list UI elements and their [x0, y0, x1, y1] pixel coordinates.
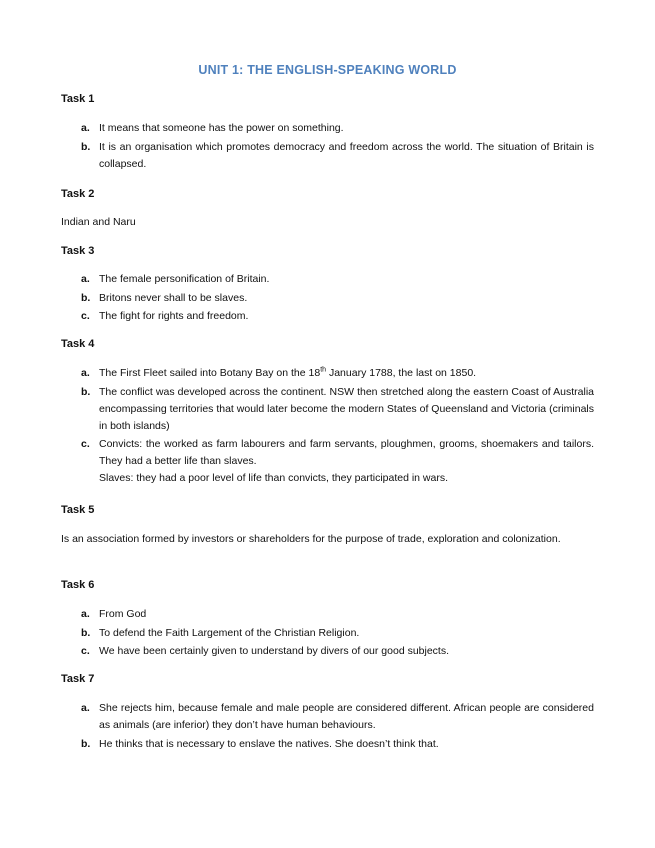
- list-item: [61, 271, 594, 288]
- list-item: [61, 384, 594, 435]
- list-item: [61, 290, 594, 307]
- list-item: [61, 365, 594, 382]
- list-item: [61, 606, 594, 623]
- list-item-text-before: The First Fleet sailed into Botany Bay on the 18: [99, 367, 321, 379]
- list-item: [61, 643, 594, 660]
- page-title: UNIT 1: THE ENGLISH-SPEAKING WORLD: [198, 63, 457, 77]
- list-item: [61, 436, 594, 487]
- list-item-text: We have been certainly given to understand by divers of our good subjects.: [99, 645, 450, 657]
- list-item-text: It means that someone has the power on something.: [99, 122, 344, 134]
- list-item-text: To defend the Faith Largement of the Christian Religion.: [99, 626, 360, 639]
- list-item: [61, 139, 594, 173]
- list-item-text: Britons never shall to be slaves.: [99, 291, 248, 304]
- task-1-list: [61, 120, 594, 174]
- task-2-answer: Indian and Naru: [61, 216, 136, 228]
- task-6-list: [61, 606, 594, 662]
- list-marker: b.: [81, 737, 91, 750]
- task-1-heading: Task 1: [61, 93, 95, 105]
- task-5-heading: Task 5: [61, 504, 95, 516]
- list-marker: a.: [81, 273, 90, 285]
- task-4-list: [61, 365, 594, 489]
- list-item-text-after: January 1788, the last on 1850.: [326, 367, 477, 379]
- list-item-text: The conflict was developed across the continent. NSW then stretched along the eastern Coast of Australia encompassing territories that would later become the modern States of Queensland and Victoria (criminals in both islands): [99, 385, 594, 432]
- list-item-text: It is an organisation which promotes democracy and freedom across the world. The situation of Britain is collapsed.: [99, 140, 594, 170]
- list-marker: a.: [81, 608, 90, 620]
- list-marker: b.: [81, 385, 91, 398]
- list-marker: b.: [81, 140, 91, 153]
- list-marker: a.: [81, 367, 90, 379]
- task-6-heading: Task 6: [61, 579, 95, 591]
- task-3-heading: Task 3: [61, 245, 95, 257]
- list-item-text: She rejects him, because female and male people are considered different. African people are considered as animals (are inferior) they don’t have human behaviours.: [99, 702, 594, 731]
- list-item: [61, 700, 594, 734]
- list-item: [61, 120, 594, 137]
- list-item: [61, 625, 594, 642]
- task-4-heading: Task 4: [61, 338, 95, 350]
- task-3-list: [61, 271, 594, 327]
- task-7-heading: Task 7: [61, 673, 95, 685]
- list-marker: b.: [81, 626, 91, 639]
- list-item-text: He thinks that is necessary to enslave the natives. She doesn’t think that.: [99, 737, 439, 750]
- list-item-text: The female personification of Britain.: [99, 273, 270, 285]
- list-marker: c.: [81, 438, 90, 450]
- list-item: [61, 308, 594, 325]
- list-marker: c.: [81, 310, 90, 322]
- list-item: [61, 736, 594, 753]
- list-item-text: Convicts: the worked as farm labourers and farm servants, ploughmen, grooms, shoemakers and tailors. They had a better life than slaves.: [99, 438, 594, 467]
- list-marker: c.: [81, 645, 90, 657]
- task-5-answer: Is an association formed by investors or shareholders for the purpose of trade, exploration and colonization.: [61, 533, 561, 545]
- list-item-continuation: Slaves: they had a poor level of life than convicts, they participated in wars.: [99, 472, 449, 484]
- list-item-text: The fight for rights and freedom.: [99, 310, 249, 322]
- list-item-text: From God: [99, 608, 147, 620]
- list-marker: a.: [81, 122, 90, 134]
- task-2-heading: Task 2: [61, 188, 95, 200]
- task-7-list: [61, 700, 594, 754]
- list-marker: b.: [81, 291, 91, 304]
- ordinal-suffix: th: [320, 366, 327, 374]
- list-marker: a.: [81, 702, 90, 714]
